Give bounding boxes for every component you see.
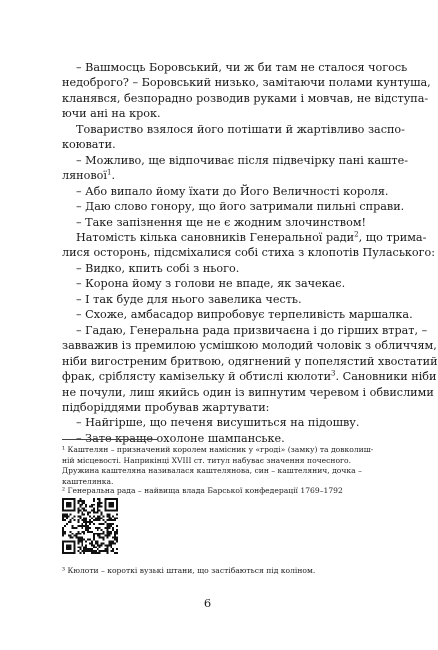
text-line (62, 199, 405, 214)
text-line (62, 245, 436, 260)
text-line (62, 122, 405, 137)
text-line (62, 75, 431, 90)
footnote-3: ³ Кюлоти – короткі вузькі штани, що застібаються під коліном. (62, 566, 316, 575)
text-line (62, 60, 408, 75)
line-text: – Або випало йому їхати до Його Величності короля. (76, 184, 389, 198)
text-line (62, 106, 355, 121)
line-text: – І так буде для нього завелика честь. (76, 292, 302, 306)
line-text: кланявся, безпорадно розводив руками і мовчав, не відступа- (62, 91, 429, 105)
line-text-tail: , що трима- (358, 230, 427, 244)
line-text: – Корона йому з голови не впаде, як зачекає. (76, 277, 346, 291)
text-line (62, 137, 355, 152)
text-line (62, 323, 428, 338)
footnote-2: ² Генеральна рада – найвища влада Барської конфедерації 1769–1792 (62, 486, 343, 495)
text-line (62, 354, 438, 369)
text-line (62, 91, 429, 106)
line-text: – Даю слово гонору, що його затримали пильні справи. (76, 200, 405, 214)
line-text: – Можливо, ще відпочиває після підвечірку пані каште- (76, 153, 409, 167)
footnote-1-line: каштелянка. (62, 476, 114, 486)
page-number: 6 (203, 596, 212, 610)
text-line (62, 153, 409, 168)
footnote-1 (62, 445, 374, 487)
footnote-marker: 2 (354, 230, 359, 239)
text-line (62, 230, 427, 245)
footnote-divider (62, 439, 158, 440)
line-text: ніби вигостреним бритвою, одягнений у попелястий хвостатий (62, 354, 438, 368)
line-text: лянової (62, 169, 107, 183)
line-text: фрак, сріблясту камізельку й обтислі кюлоти (62, 370, 332, 384)
line-text: підборіддями пробував жартувати: (62, 400, 270, 414)
line-text: недоброго? – Боровський низько, замітаючи полами кунтуша, (62, 76, 431, 90)
line-text: – Зате краще охолоне шампанське. (76, 431, 285, 445)
text-line (62, 400, 355, 415)
text-line (62, 184, 389, 199)
line-text: – Вашмосць Боровський, чи ж би там не сталося чогось (76, 61, 408, 74)
line-text: коювати. (62, 138, 116, 152)
line-text: – Схоже, амбасадор випробовує терпеливість маршалка. (76, 308, 413, 322)
line-text-tail: . (111, 169, 115, 183)
qr-code (62, 498, 118, 554)
line-text: лися осторонь, підсміхалися собі стиха з клопотів Пуласького: (62, 246, 436, 260)
line-text-tail: . Сановники ніби (335, 370, 437, 384)
footnote-marker: 3 (331, 369, 336, 378)
footnote-1-line: ¹ Каштелян – призначений королем намісник у «гроді» (замку) та довколиш- (62, 445, 374, 454)
text-line (62, 261, 355, 276)
text-line (62, 369, 437, 384)
text-line (62, 292, 355, 307)
line-text: не почули, лиш якийсь один із випнутим черевом і обвислими (62, 385, 434, 399)
footnote-1-line: ній місцевості. Наприкінці XVIII ст. титул набуває значення почесного. (62, 455, 352, 465)
text-line (62, 276, 355, 291)
text-line (62, 385, 434, 400)
text-line (62, 168, 355, 183)
text-line (62, 307, 413, 322)
line-text: завважив із премилою усмішкою молодий чоловік з обличчям, (62, 339, 437, 353)
line-text: – Таке запізнення ще не є жодним злочинством! (76, 215, 367, 229)
text-line (62, 338, 437, 353)
line-text: Натомість кілька сановників Генеральної ради (76, 230, 355, 244)
line-text: – Видко, кпить собі з нього. (76, 261, 240, 275)
line-text: – Гадаю, Генеральна рада призвичаєна і до гірших втрат, – (76, 323, 428, 337)
text-line (62, 215, 367, 230)
footnote-marker: 1 (106, 168, 112, 177)
line-text: ючи ані на крок. (62, 107, 161, 121)
footnote-1-line: Дружина каштеляна називалася каштелянова, син – каштелянич, дочка – (62, 466, 362, 476)
main-text (62, 60, 438, 446)
text-line (62, 415, 360, 430)
line-text: Товариство взялося його потішати й жартівливо заспо- (76, 122, 405, 136)
line-text: – Найгірше, що печеня висушиться на підошву. (76, 416, 360, 430)
